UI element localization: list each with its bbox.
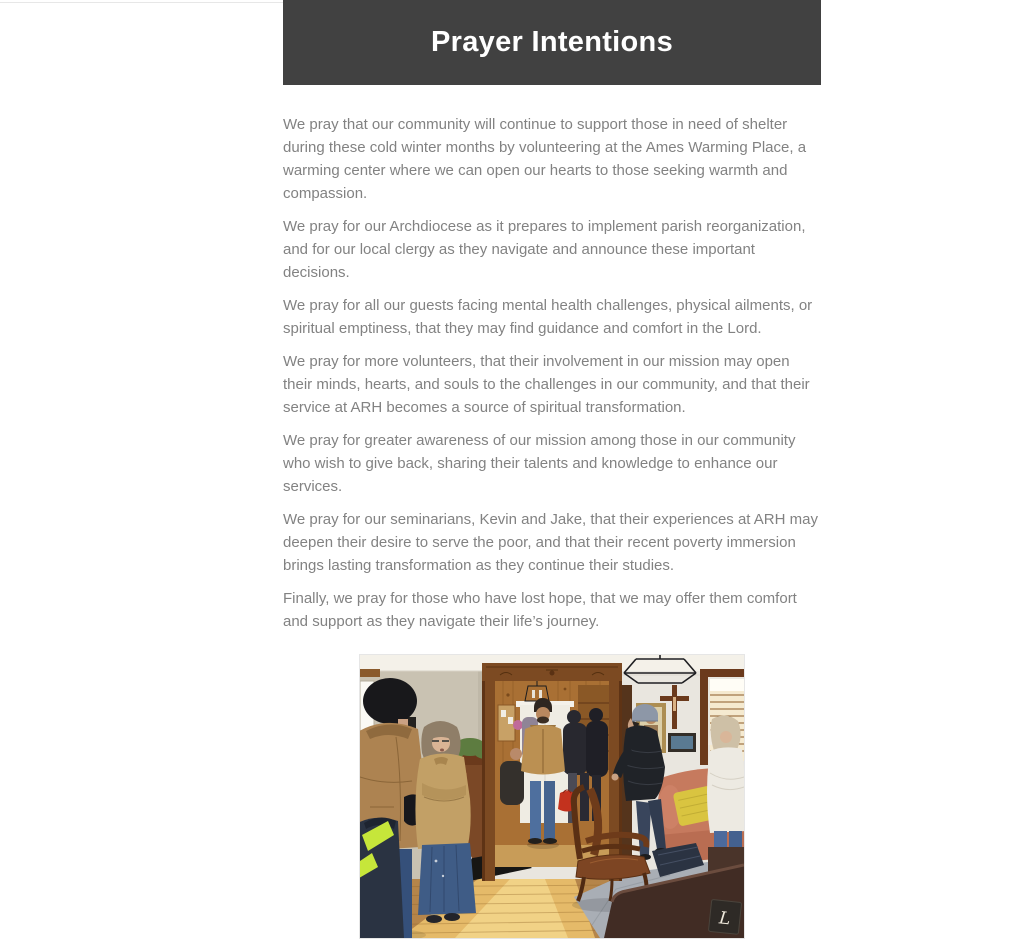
prayer-paragraph: We pray for greater awareness of our mission among those in our community who wish to give back, sharing their talents and knowledge to enhance our services. xyxy=(283,432,796,495)
prayer-paragraph: We pray for more volunteers, that their involvement in our mission may open their minds, hearts, and souls to the challenges in our community, and that their service at ARH becomes a source of spiritual transformation. xyxy=(283,353,810,416)
script-sign xyxy=(708,899,741,934)
prayer-intentions-content xyxy=(283,85,821,939)
prayer-paragraph: We pray for our Archdiocese as it prepares to implement parish reorganization, and for our local clergy as they navigate and announce these important decisions. xyxy=(283,218,806,281)
page-title: Prayer Intentions xyxy=(431,26,673,58)
small-picture-frame xyxy=(668,733,696,752)
prayer-paragraph: We pray for our seminarians, Kevin and Jake, that their experiences at ARH may deepen their desire to serve the poor, and that their recent poverty immersion brings lasting transformation as they continue their studies. xyxy=(283,511,818,574)
top-divider xyxy=(0,2,284,3)
section-header-banner xyxy=(283,0,821,85)
person-in-hivis-jacket xyxy=(359,817,404,938)
prayer-paragraph: We pray that our community will continue to support those in need of shelter during these cold winter months by volunteering at the Ames Warming Place, a warming center where we can open our hearts to those seeking warmth and compassion. xyxy=(283,116,807,202)
warming-place-photo xyxy=(359,654,745,939)
prayer-paragraph: Finally, we pray for those who have lost hope, that we may offer them comfort and support as they navigate their life’s journey. xyxy=(283,590,797,630)
photo-container xyxy=(283,654,821,939)
sign-letter: L xyxy=(718,908,732,930)
prayer-paragraph: We pray for all our guests facing mental health challenges, physical ailments, or spiritual emptiness, that they may find guidance and comfort in the Lord. xyxy=(283,297,813,337)
